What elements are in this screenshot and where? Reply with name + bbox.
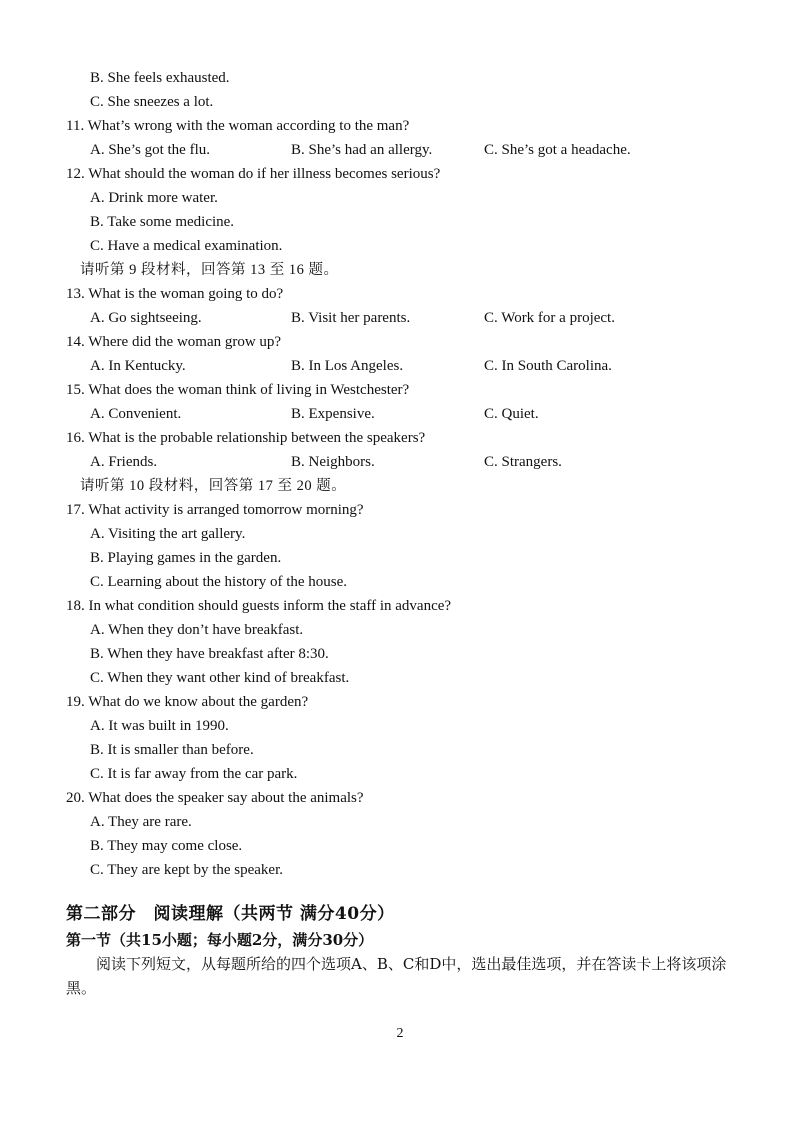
reading-instructions: 阅读下列短文，从每题所给的四个选项A、B、C和D中，选出最佳选项，并在答读卡上将该项涂黑。	[66, 955, 727, 997]
question-15: 15. What does the woman think of living in Westchester?	[66, 382, 410, 398]
question-19-option-a: A. It was built in 1990.	[90, 718, 229, 734]
question-11-option-a: A. She’s got the flu.	[90, 142, 210, 158]
question-20-option-a: A. They are rare.	[90, 814, 192, 830]
question-19-option-b: B. It is smaller than before.	[90, 742, 254, 758]
question-19: 19. What do we know about the garden?	[66, 694, 309, 710]
question-20-option-c: C. They are kept by the speaker.	[90, 862, 283, 878]
question-16-option-a: A. Friends.	[90, 454, 158, 470]
part-two-heading: 第二部分 阅读理解（共两节 满分40分）	[66, 904, 395, 924]
question-13-option-c: C. Work for a project.	[484, 310, 615, 326]
question-17-option-a: A. Visiting the art gallery.	[90, 526, 246, 542]
question-14-option-c: C. In South Carolina.	[484, 358, 612, 374]
question-18-option-a: A. When they don’t have breakfast.	[90, 622, 304, 638]
question-12-option-b: B. Take some medicine.	[90, 214, 235, 230]
listening-instruction-10: 请听第 10 段材料，回答第 17 至 20 题。	[80, 478, 347, 494]
question-14-option-b: B. In Los Angeles.	[291, 358, 404, 374]
question-13: 13. What is the woman going to do?	[66, 286, 284, 302]
question-14: 14. Where did the woman grow up?	[66, 334, 282, 350]
question-18-option-c: C. When they want other kind of breakfast.	[90, 670, 350, 686]
question-18-option-b: B. When they have breakfast after 8:30.	[90, 646, 329, 662]
question-11-option-b: B. She’s had an allergy.	[291, 142, 433, 158]
listening-instruction-9: 请听第 9 段材料，回答第 13 至 16 题。	[80, 262, 339, 278]
question-17-option-b: B. Playing games in the garden.	[90, 550, 282, 566]
question-17-option-c: C. Learning about the history of the house.	[90, 574, 348, 590]
question-12-option-c: C. Have a medical examination.	[90, 238, 283, 254]
question-18: 18. In what condition should guests inform the staff in advance?	[66, 598, 452, 614]
page-number: 2	[396, 1026, 404, 1041]
question-11-option-c: C. She’s got a headache.	[484, 142, 631, 158]
option-b-feels-exhausted: B. She feels exhausted.	[90, 70, 230, 86]
question-11: 11. What’s wrong with the woman according to the man?	[66, 118, 410, 134]
question-19-option-c: C. It is far away from the car park.	[90, 766, 298, 782]
question-13-option-b: B. Visit her parents.	[291, 310, 411, 326]
question-15-option-a: A. Convenient.	[90, 406, 182, 422]
section-one-heading: 第一节（共15小题；每小题2分，满分30分）	[66, 931, 374, 949]
question-12: 12. What should the woman do if her illness becomes serious?	[66, 166, 441, 182]
question-16-option-b: B. Neighbors.	[291, 454, 375, 470]
question-12-option-a: A. Drink more water.	[90, 190, 218, 206]
question-17: 17. What activity is arranged tomorrow morning?	[66, 502, 364, 518]
question-20: 20. What does the speaker say about the animals?	[66, 790, 364, 806]
question-15-option-c: C. Quiet.	[484, 406, 539, 422]
question-16: 16. What is the probable relationship between the speakers?	[66, 430, 426, 446]
question-16-option-c: C. Strangers.	[484, 454, 562, 470]
question-13-option-a: A. Go sightseeing.	[90, 310, 202, 326]
option-c-sneezes: C. She sneezes a lot.	[90, 94, 214, 110]
question-14-option-a: A. In Kentucky.	[90, 358, 186, 374]
question-15-option-b: B. Expensive.	[291, 406, 375, 422]
question-20-option-b: B. They may come close.	[90, 838, 243, 854]
